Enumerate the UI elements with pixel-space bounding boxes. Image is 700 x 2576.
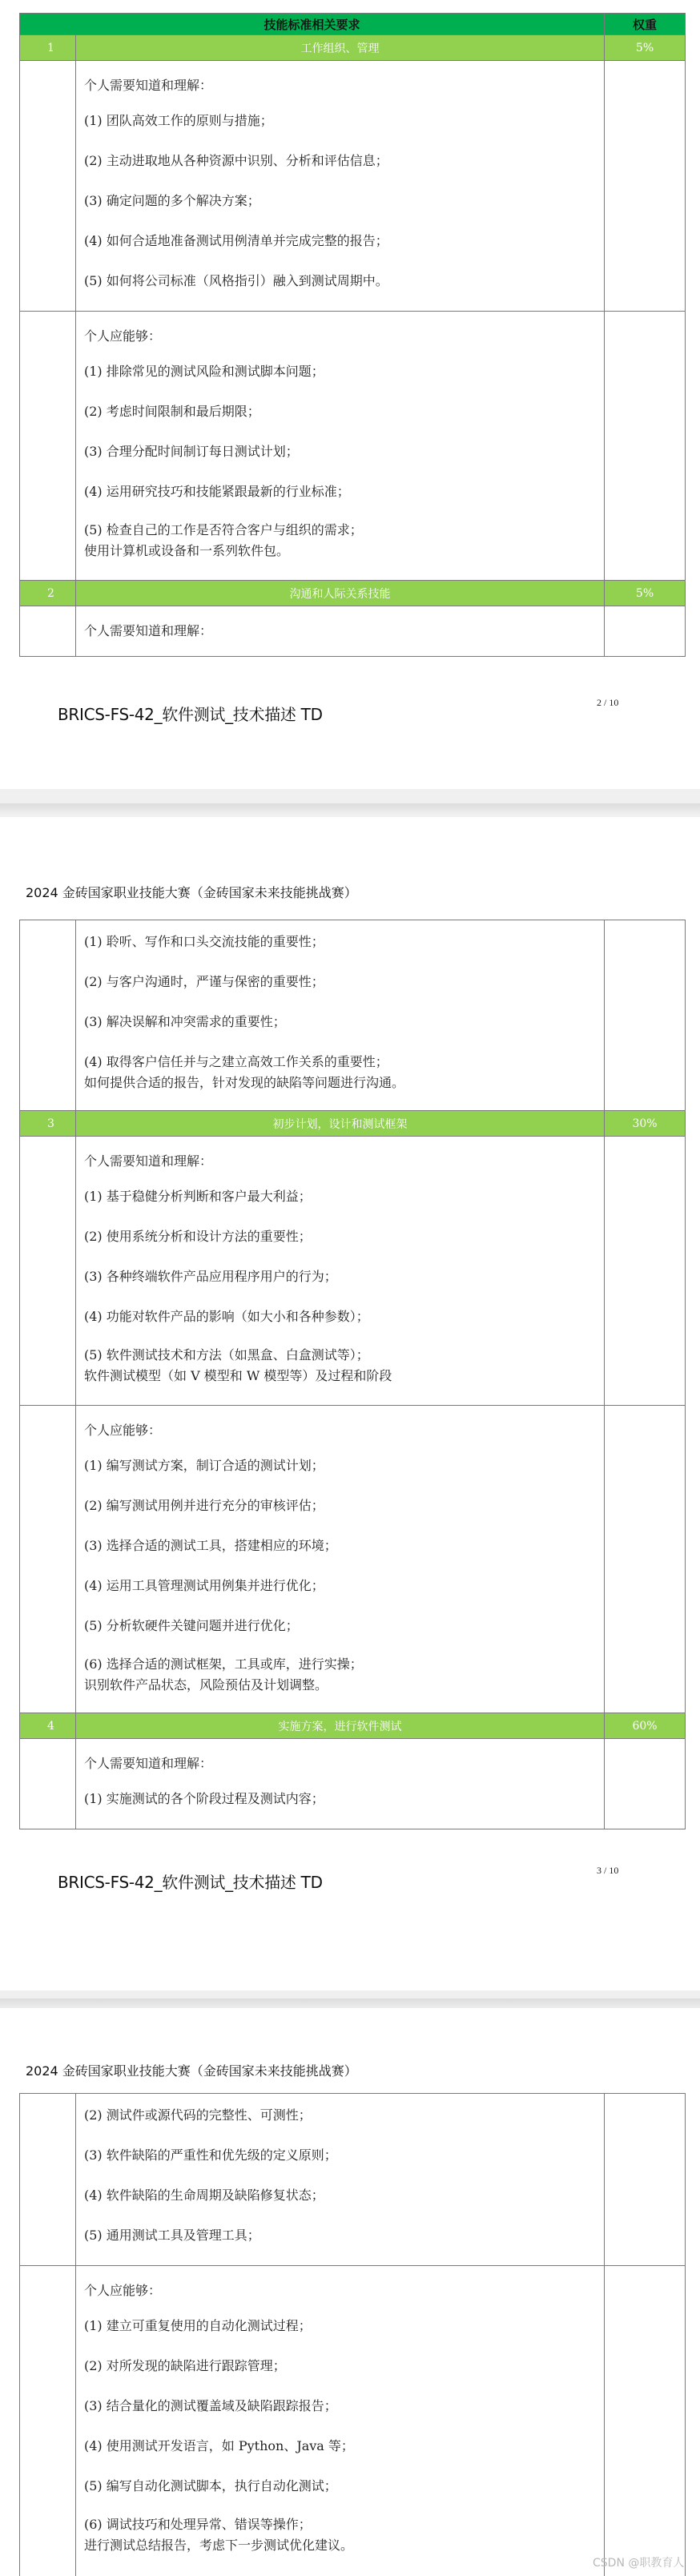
list-item: (5) 如何将公司标准（风格指引）融入到测试周期中。 — [84, 273, 388, 288]
page-header: 2024 金砖国家职业技能大赛（金砖国家未来技能挑战赛） — [26, 885, 357, 900]
skills-table-page-4 — [19, 2093, 686, 2576]
ability-row — [20, 312, 686, 581]
intro-text: 个人需要知道和理解： — [84, 1756, 213, 1771]
list-item: 如何提供合适的报告，针对发现的缺陷等问题进行沟通。 — [84, 1075, 405, 1090]
section-row-1 — [20, 35, 686, 61]
knowledge-row — [20, 606, 686, 657]
section-number: 4 — [20, 1713, 76, 1739]
list-item: (3) 合理分配时间制订每日测试计划； — [84, 444, 299, 459]
communication-row — [20, 920, 686, 1111]
section-weight: 60% — [605, 1713, 686, 1739]
list-item: (3) 选择合适的测试工具，搭建相应的环境； — [84, 1538, 337, 1553]
knowledge-cell — [76, 61, 605, 312]
page-2 — [0, 0, 700, 789]
list-item: (1) 建立可重复使用的自动化测试过程； — [84, 2318, 312, 2333]
list-item: (3) 解决误解和冲突需求的重要性； — [84, 1014, 286, 1029]
section-title: 实施方案，进行软件测试 — [76, 1713, 605, 1739]
knowledge-cell — [76, 606, 605, 657]
list-item: (6) 选择合适的测试框架，工具或库，进行实操； — [84, 1656, 363, 1672]
skills-table-page-3 — [19, 920, 686, 1829]
page-4 — [0, 2008, 700, 2576]
intro-text: 个人需要知道和理解： — [84, 623, 213, 638]
header-requirement: 技能标准相关要求 — [20, 14, 605, 35]
section-number: 2 — [20, 581, 76, 606]
list-item: (5) 检查自己的工作是否符合客户与组织的需求； — [84, 522, 363, 537]
list-item: (3) 确定问题的多个解决方案； — [84, 193, 260, 208]
section-title: 工作组织、管理 — [76, 35, 605, 61]
table-header-row — [20, 14, 686, 35]
list-item: (4) 运用研究技巧和技能紧跟最新的行业标准； — [84, 484, 350, 499]
intro-text: 个人需要知道和理解： — [84, 1153, 213, 1169]
list-item: (2) 与客户沟通时，严谨与保密的重要性； — [84, 974, 324, 989]
page-header: 2024 金砖国家职业技能大赛（金砖国家未来技能挑战赛） — [26, 2063, 357, 2079]
list-item: (1) 聆听、写作和口头交流技能的重要性； — [84, 934, 324, 949]
list-item: (3) 各种终端软件产品应用程序用户的行为； — [84, 1269, 337, 1284]
knowledge-row — [20, 61, 686, 312]
ability-cell — [76, 312, 605, 581]
list-item: 使用计算机或设备和一系列软件包。 — [84, 543, 290, 558]
section-weight: 5% — [605, 581, 686, 606]
ability-row — [20, 1406, 686, 1713]
skills-table-page-2 — [19, 13, 686, 657]
list-item: (2) 对所发现的缺陷进行跟踪管理； — [84, 2358, 286, 2373]
ability-cell — [76, 2266, 605, 2576]
intro-text: 个人应能够： — [84, 328, 162, 344]
list-item: (2) 测试件或源代码的完整性、可测性； — [84, 2107, 312, 2123]
header-weight: 权重 — [605, 14, 686, 35]
knowledge-cell — [76, 1137, 605, 1406]
list-item: (1) 排除常见的测试风险和测试脚本问题； — [84, 364, 324, 379]
list-item: (5) 软件测试技术和方法（如黑盒、白盒测试等）； — [84, 1347, 369, 1362]
page-number: 2 / 10 — [597, 697, 619, 708]
knowledge-row — [20, 1739, 686, 1829]
list-item: (2) 使用系统分析和设计方法的重要性； — [84, 1229, 312, 1244]
list-item: (2) 编写测试用例并进行充分的审核评估； — [84, 1498, 324, 1513]
list-item: (4) 运用工具管理测试用例集并进行优化； — [84, 1578, 324, 1593]
list-item: (5) 编写自动化测试脚本，执行自动化测试； — [84, 2478, 337, 2493]
section-title: 沟通和人际关系技能 — [76, 581, 605, 606]
list-item: (6) 调试技巧和处理异常、错误等操作； — [84, 2517, 312, 2532]
intro-text: 个人应能够： — [84, 2283, 162, 2298]
list-item: (4) 如何合适地准备测试用例清单并完成完整的报告； — [84, 233, 388, 248]
list-item: (3) 软件缺陷的严重性和优先级的定义原则； — [84, 2147, 337, 2163]
list-item: (4) 使用测试开发语言，如 Python、Java 等； — [84, 2438, 354, 2453]
list-item: (1) 团队高效工作的原则与措施； — [84, 113, 273, 128]
list-item: (5) 通用测试工具及管理工具； — [84, 2228, 260, 2243]
section-title: 初步计划，设计和测试框架 — [76, 1111, 605, 1137]
list-item: (3) 结合量化的测试覆盖域及缺陷跟踪报告； — [84, 2398, 337, 2413]
page-number: 3 / 10 — [597, 1865, 619, 1876]
list-item: 识别软件产品状态，风险预估及计划调整。 — [84, 1677, 328, 1693]
footer-title: BRICS-FS-42_软件测试_技术描述 TD — [58, 1873, 323, 1892]
section-weight: 5% — [605, 35, 686, 61]
section-weight: 30% — [605, 1111, 686, 1137]
section-number: 1 — [20, 35, 76, 61]
list-item: (2) 主动进取地从各种资源中识别、分析和评估信息； — [84, 153, 388, 168]
list-item: (2) 考虑时间限制和最后期限； — [84, 404, 260, 419]
intro-text: 个人需要知道和理解： — [84, 78, 213, 93]
section-row-2 — [20, 581, 686, 606]
knowledge-cell — [76, 1739, 605, 1829]
ability-cell — [76, 1406, 605, 1713]
communication-cell — [76, 920, 605, 1111]
list-item: (4) 取得客户信任并与之建立高效工作关系的重要性； — [84, 1054, 388, 1069]
section-row-3 — [20, 1111, 686, 1137]
knowledge-row — [20, 2094, 686, 2266]
list-item: (4) 功能对软件产品的影响（如大小和各种参数）； — [84, 1309, 369, 1324]
page-3 — [0, 817, 700, 1990]
intro-text: 个人应能够： — [84, 1423, 162, 1438]
list-item: (1) 实施测试的各个阶段过程及测试内容； — [84, 1791, 324, 1806]
list-item: 软件测试模型（如 V 模型和 W 模型等）及过程和阶段 — [84, 1368, 392, 1383]
knowledge-row — [20, 1137, 686, 1406]
knowledge-cell — [76, 2094, 605, 2266]
footer-title: BRICS-FS-42_软件测试_技术描述 TD — [58, 705, 323, 724]
list-item: 进行测试总结报告，考虑下一步测试优化建议。 — [84, 2538, 354, 2553]
list-item: (5) 分析软硬件关键问题并进行优化； — [84, 1618, 299, 1633]
watermark: CSDN @职教育人 — [593, 2557, 685, 2570]
list-item: (1) 基于稳健分析判断和客户最大利益； — [84, 1189, 312, 1204]
list-item: (1) 编写测试方案，制订合适的测试计划； — [84, 1458, 324, 1473]
list-item: (4) 软件缺陷的生命周期及缺陷修复状态； — [84, 2188, 324, 2203]
section-row-4 — [20, 1713, 686, 1739]
section-number: 3 — [20, 1111, 76, 1137]
ability-row — [20, 2266, 686, 2576]
